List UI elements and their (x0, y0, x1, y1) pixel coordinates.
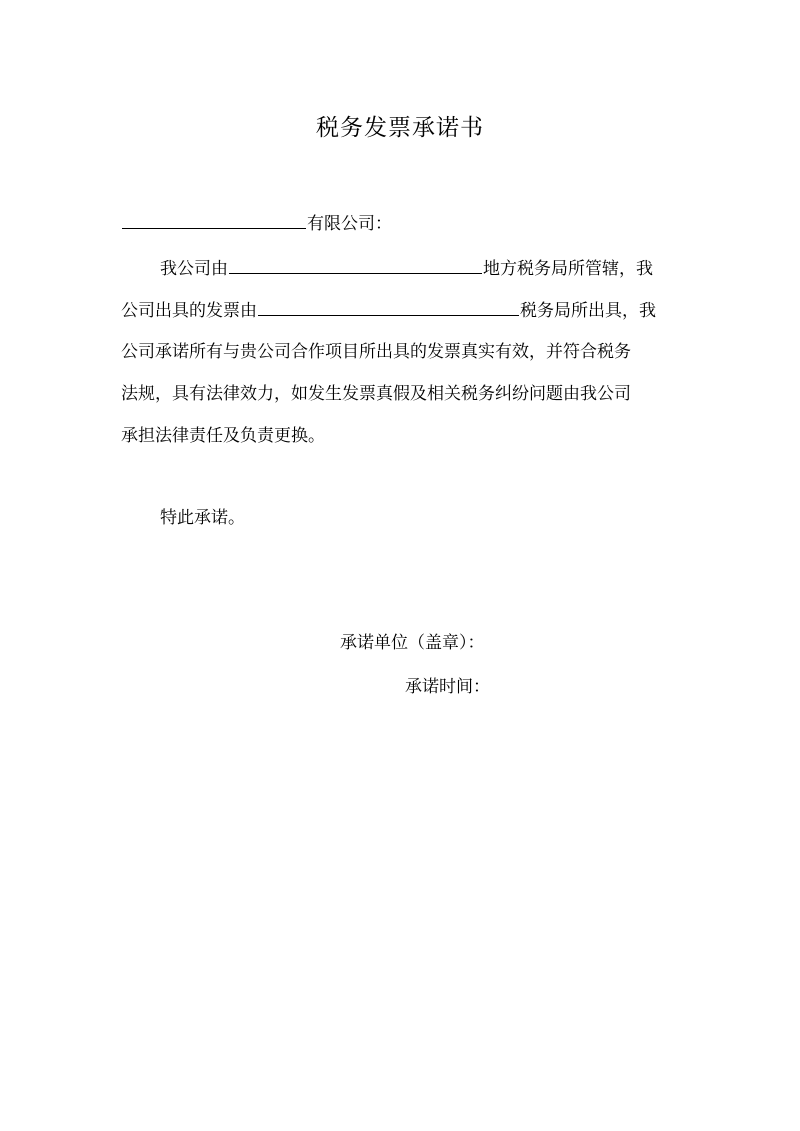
local-tax-bureau-blank (229, 256, 482, 274)
paragraph-line-3: 公司承诺所有与贵公司合作项目所出具的发票真实有效，并符合税务 (121, 342, 631, 362)
para1-line2-suffix: 税务局所出具，我 (520, 301, 656, 321)
para1-line1-prefix: 我公司由 (160, 259, 228, 279)
para1-line2-prefix: 公司出具的发票由 (121, 301, 257, 321)
salutation-suffix: 有限公司： (307, 214, 392, 234)
paragraph-line-5: 承担法律责任及负责更换。 (121, 426, 325, 446)
salutation-line (121, 211, 392, 236)
signature-time-label: 承诺时间： (405, 677, 490, 697)
company-name-blank (122, 211, 306, 229)
signature-unit-label: 承诺单位（盖章）： (340, 633, 485, 653)
paragraph-line-2 (121, 298, 656, 323)
issuing-tax-bureau-blank (258, 298, 519, 316)
para1-line1-suffix: 地方税务局所管辖，我 (483, 259, 653, 279)
document-title: 税务发票承诺书 (316, 115, 484, 141)
paragraph-line-4: 法规，具有法律效力，如发生发票真假及相关税务纠纷问题由我公司 (121, 384, 631, 404)
closing-line: 特此承诺。 (160, 508, 245, 528)
paragraph-line-1 (160, 256, 653, 281)
